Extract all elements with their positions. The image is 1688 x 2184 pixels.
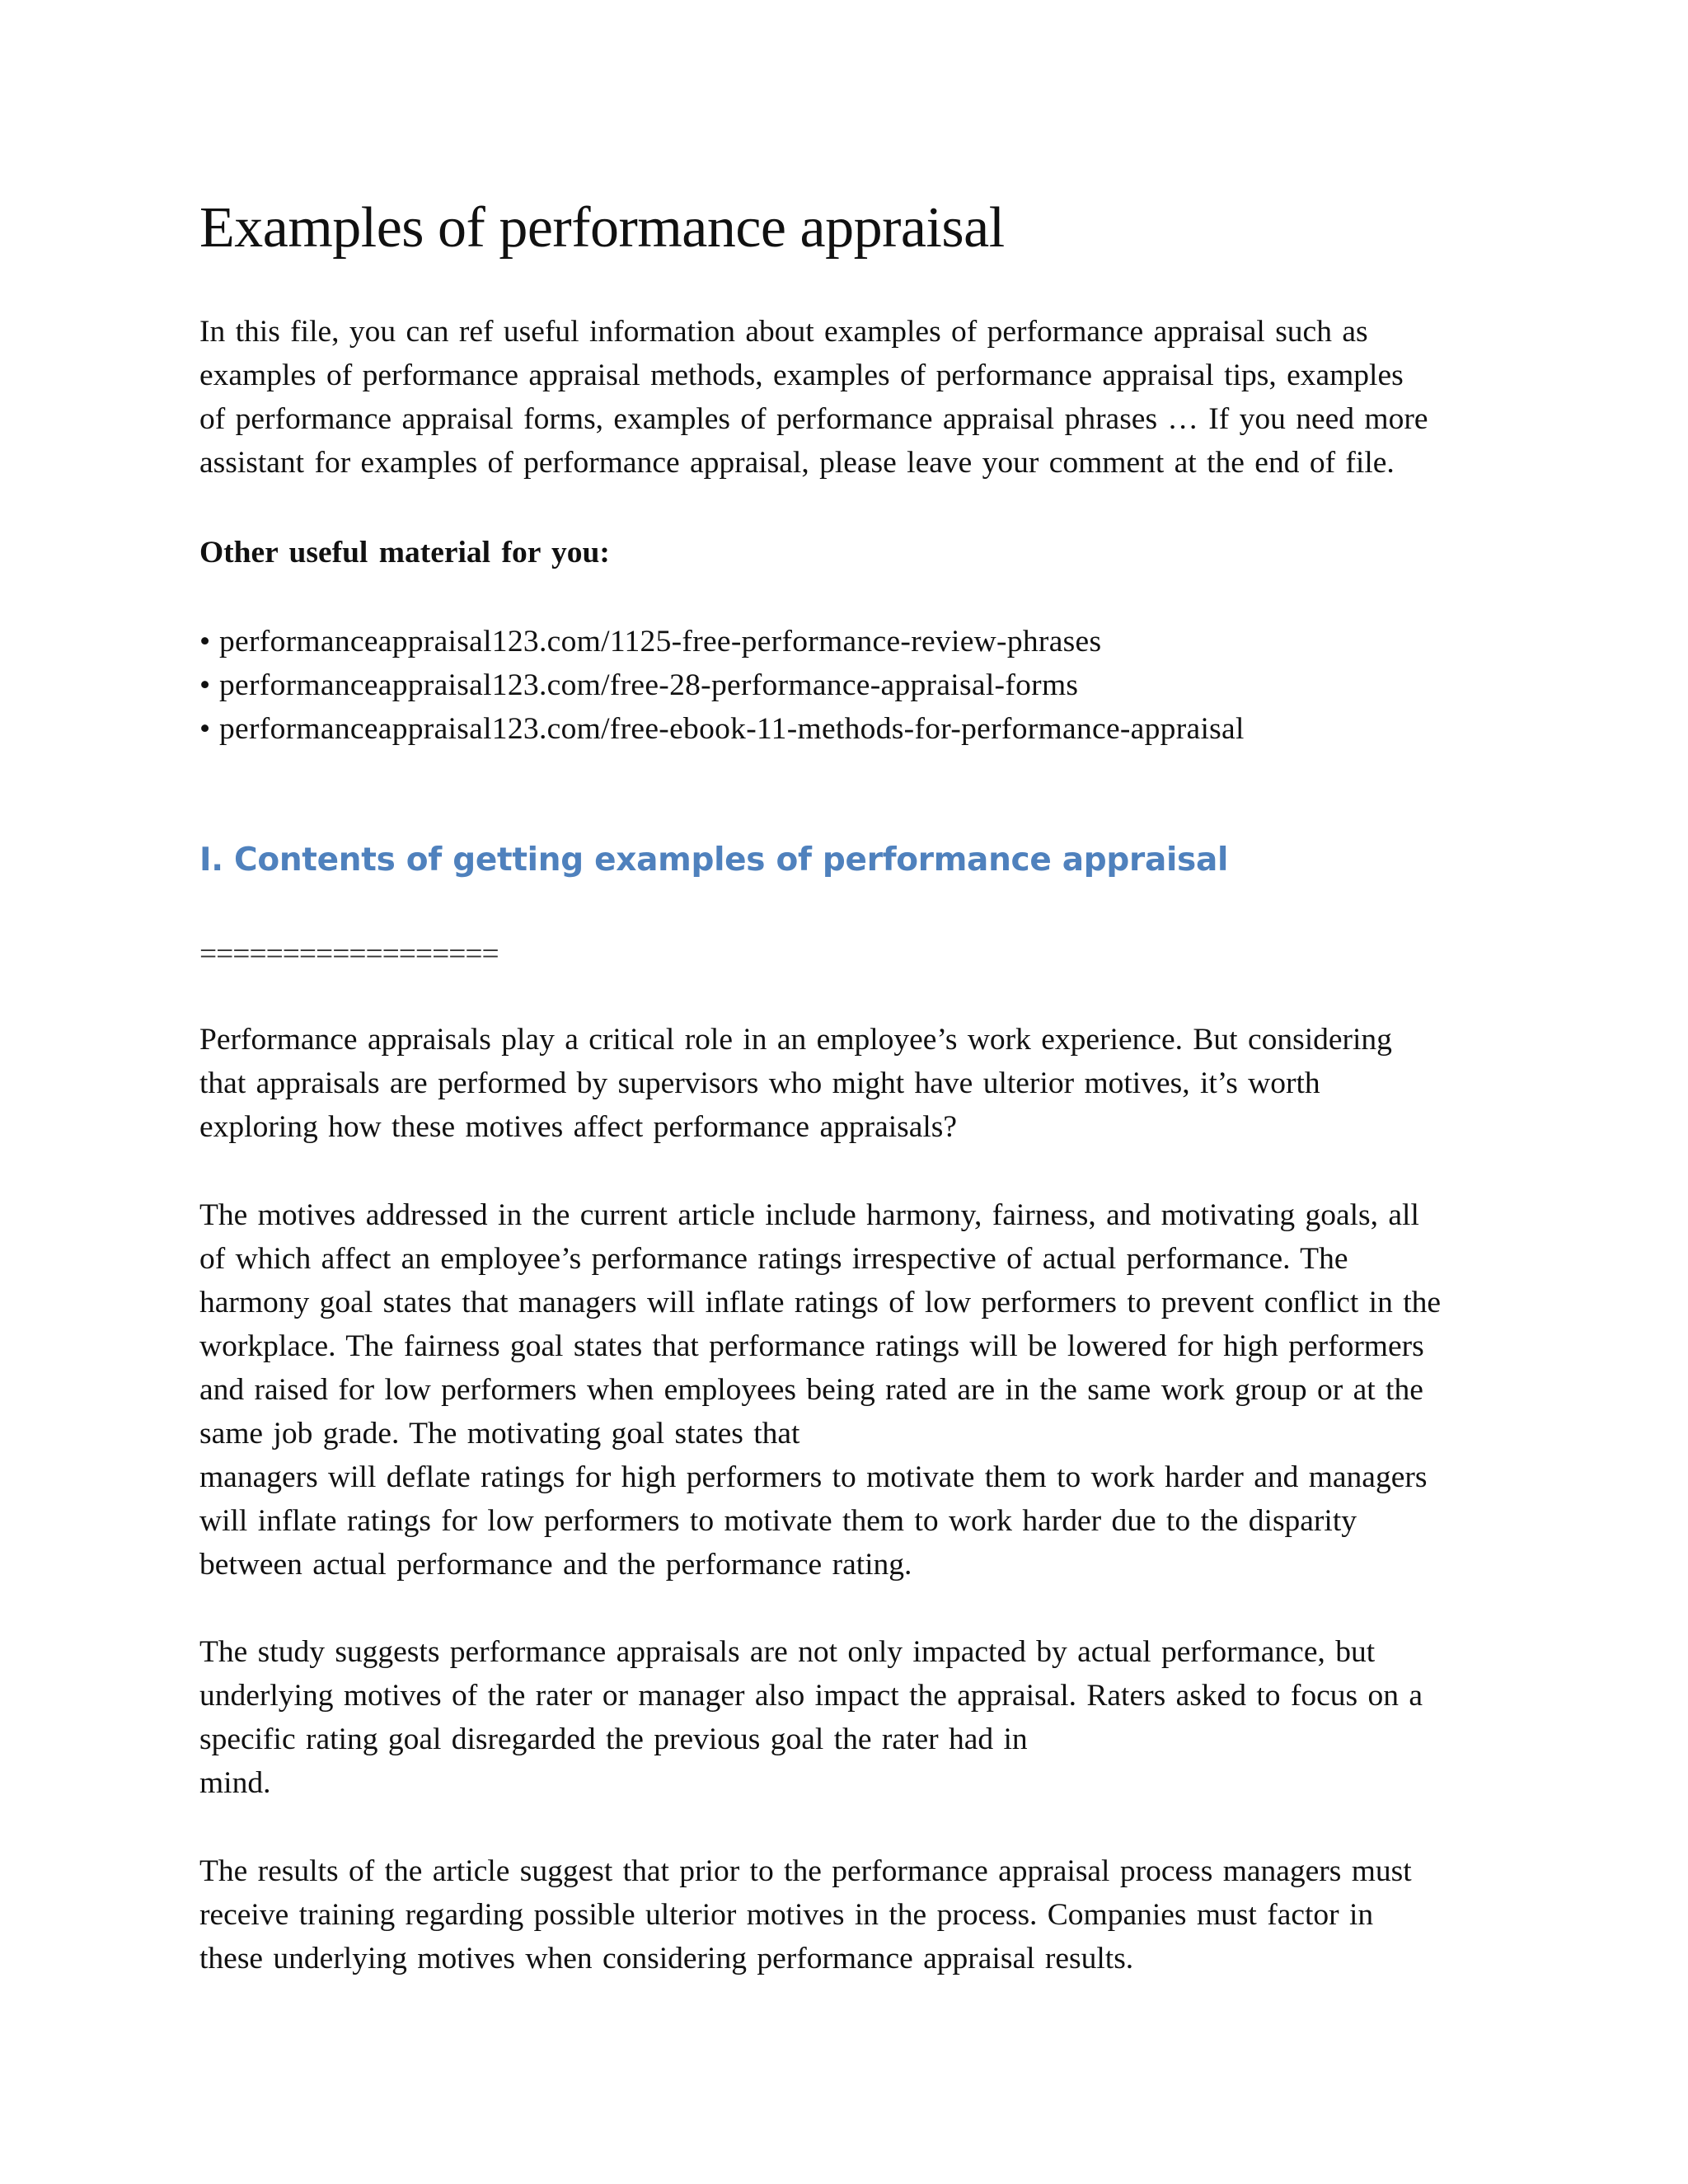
paragraph-line: receive training regarding possible ulterior motives in the process. Companies must factor in xyxy=(199,1898,1374,1932)
bullet-icon: • xyxy=(199,625,211,658)
body-paragraph-1 xyxy=(199,1018,1392,1149)
body-paragraph-3 xyxy=(199,1630,1423,1805)
paragraph-line: The study suggests performance appraisals are not only impacted by actual performance, but xyxy=(199,1635,1376,1669)
intro-line: of performance appraisal forms, examples of performance appraisal phrases … If you need more xyxy=(199,402,1428,436)
paragraph-line: mind. xyxy=(199,1766,271,1800)
bullet-icon: • xyxy=(199,668,211,702)
paragraph-line: harmony goal states that managers will inflate ratings of low performers to prevent conflict in the xyxy=(199,1286,1442,1319)
paragraph-line: workplace. The fairness goal states that performance ratings will be lowered for high performers xyxy=(199,1329,1424,1363)
paragraph-line: same job grade. The motivating goal states that xyxy=(199,1417,800,1451)
paragraph-line: specific rating goal disregarded the previous goal the rater had in xyxy=(199,1722,1028,1756)
intro-line: In this file, you can ref useful information about examples of performance appraisal such as xyxy=(199,315,1368,349)
paragraph-line: underlying motives of the rater or manager also impact the appraisal. Raters asked to focus on a xyxy=(199,1679,1423,1713)
separator-line: ================== xyxy=(199,937,499,971)
material-link[interactable]: performanceappraisal123.com/free-ebook-11-methods-for-performance-appraisal xyxy=(219,712,1245,746)
paragraph-line: these underlying motives when considering performance appraisal results. xyxy=(199,1942,1134,1975)
material-link[interactable]: performanceappraisal123.com/free-28-performance-appraisal-forms xyxy=(219,668,1079,702)
paragraph-line: between actual performance and the performance rating. xyxy=(199,1548,912,1582)
material-link[interactable]: performanceappraisal123.com/1125-free-performance-review-phrases xyxy=(219,625,1102,658)
useful-links-list xyxy=(199,620,1245,751)
body-paragraph-4 xyxy=(199,1849,1412,1980)
paragraph-line: managers will deflate ratings for high performers to motivate them to work harder and managers xyxy=(199,1460,1428,1494)
paragraph-line: exploring how these motives affect performance appraisals? xyxy=(199,1110,958,1144)
list-item xyxy=(199,663,1245,707)
paragraph-line: The motives addressed in the current article include harmony, fairness, and motivating goals, all xyxy=(199,1198,1419,1232)
other-material-heading: Other useful material for you: xyxy=(199,536,610,569)
section-heading: I. Contents of getting examples of performance appraisal xyxy=(199,841,1229,879)
paragraph-line: The results of the article suggest that prior to the performance appraisal process managers must xyxy=(199,1854,1412,1888)
paragraph-line: and raised for low performers when employees being rated are in the same work group or at the xyxy=(199,1373,1423,1407)
paragraph-line: of which affect an employee’s performance ratings irrespective of actual performance. The xyxy=(199,1242,1348,1276)
paragraph-line: will inflate ratings for low performers to motivate them to work harder due to the disparity xyxy=(199,1504,1357,1538)
paragraph-line: that appraisals are performed by supervisors who might have ulterior motives, it’s worth xyxy=(199,1066,1320,1100)
document-title: Examples of performance appraisal xyxy=(199,196,1005,260)
bullet-icon: • xyxy=(199,712,211,746)
body-paragraph-2 xyxy=(199,1193,1441,1586)
paragraph-line: Performance appraisals play a critical role in an employee’s work experience. But considering xyxy=(199,1023,1392,1057)
intro-line: assistant for examples of performance appraisal, please leave your comment at the end of file. xyxy=(199,446,1395,480)
intro-line: examples of performance appraisal methods, examples of performance appraisal tips, examples xyxy=(199,359,1404,392)
intro-paragraph xyxy=(199,310,1428,485)
list-item xyxy=(199,620,1245,663)
list-item xyxy=(199,707,1245,751)
